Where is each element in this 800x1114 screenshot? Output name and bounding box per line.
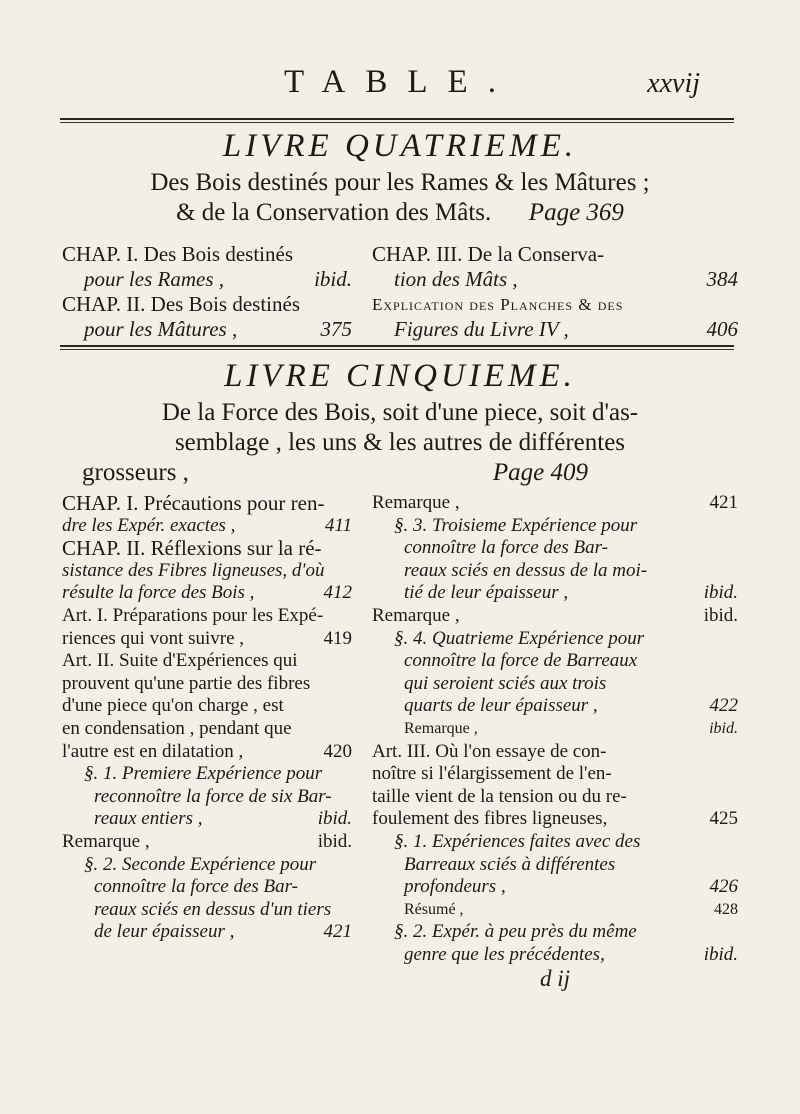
entry-page: ibid. bbox=[314, 267, 352, 291]
section-rule-thin bbox=[60, 349, 734, 350]
entry-page: 421 bbox=[323, 921, 352, 943]
entry-line: noître si l'élargissement de l'en- bbox=[372, 763, 612, 785]
entry-line: CHAP. II. Des Bois destinés bbox=[62, 292, 301, 316]
livre5-sub-line1: De la Force des Bois, soit d'une piece, soit d'as- bbox=[161, 399, 639, 426]
entry-line bbox=[62, 515, 352, 538]
livre5-title: LIVRE CINQUIEME. bbox=[224, 358, 576, 394]
entry-page: ibid. bbox=[703, 604, 738, 626]
section-entry bbox=[62, 854, 352, 944]
entry-line bbox=[372, 718, 738, 741]
entry-line: §. 2. Seconde Expérience pour bbox=[84, 853, 317, 875]
section-entry bbox=[372, 921, 738, 966]
entry-line: reconnoître la force de six Bar- bbox=[94, 785, 332, 807]
entry-line: Explication des Planches & des bbox=[372, 295, 624, 314]
entry-page: 421 bbox=[709, 492, 738, 513]
entry-line: connoître la force des Bar- bbox=[94, 876, 298, 898]
livre4-right-column bbox=[372, 242, 738, 342]
entry-page: 375 bbox=[320, 317, 352, 341]
entry-page: 422 bbox=[709, 695, 738, 717]
article-entry bbox=[372, 741, 738, 831]
livre4-entry bbox=[372, 242, 738, 292]
entry-line bbox=[372, 808, 738, 831]
entry-line bbox=[62, 831, 352, 854]
remark-entry bbox=[372, 718, 738, 741]
entry-page: 384 bbox=[706, 267, 738, 291]
entry-text: Figures du Livre IV , bbox=[394, 317, 569, 341]
article-entry bbox=[62, 605, 352, 650]
entry-line: qui seroient sciés aux trois bbox=[404, 672, 607, 694]
section-entry bbox=[62, 763, 352, 831]
article-entry bbox=[62, 650, 352, 763]
entry-text: tion des Mâts , bbox=[394, 267, 518, 291]
chapter-entry bbox=[62, 492, 352, 537]
entry-text: de leur épaisseur , bbox=[94, 921, 235, 943]
entry-line: Barreaux sciés à différentes bbox=[404, 853, 616, 875]
signature-mark: d ij bbox=[539, 966, 571, 992]
entry-line: §. 2. Expér. à peu près du même bbox=[394, 921, 637, 943]
section-rule bbox=[60, 345, 734, 347]
entry-line bbox=[372, 695, 738, 718]
summary-entry bbox=[372, 899, 738, 922]
entry-line: connoître la force des Bar- bbox=[404, 537, 608, 559]
section-entry bbox=[372, 628, 738, 718]
entry-line: CHAP. III. De la Conserva- bbox=[372, 242, 605, 266]
entry-line bbox=[372, 605, 738, 628]
entry-text: CHAP. I. Précautions pour ren- bbox=[62, 491, 325, 515]
livre4-entry bbox=[62, 292, 352, 342]
entry-text: Remarque , bbox=[372, 492, 460, 513]
entry-line bbox=[62, 492, 352, 515]
running-head bbox=[0, 64, 800, 104]
section-entry bbox=[372, 515, 738, 605]
livre5-sub-page: Page 409 bbox=[492, 459, 588, 486]
entry-line bbox=[62, 921, 352, 944]
entry-line bbox=[62, 808, 352, 831]
section-entry bbox=[372, 831, 738, 899]
livre5-sub-line3 bbox=[62, 458, 738, 488]
entry-page: 419 bbox=[323, 627, 352, 649]
livre5-right-column bbox=[372, 492, 738, 991]
entry-line bbox=[372, 317, 738, 342]
entry-text: l'autre est en dilatation , bbox=[62, 740, 244, 762]
entry-line bbox=[372, 492, 738, 515]
entry-page: ibid. bbox=[709, 719, 738, 737]
livre5-sub-line2: semblage , les uns & les autres de différentes bbox=[174, 429, 626, 456]
entry-line: Art. II. Suite d'Expériences qui bbox=[62, 650, 298, 672]
livre4-entry bbox=[62, 242, 352, 292]
entry-page: 425 bbox=[709, 808, 738, 830]
entry-line: §. 4. Quatrieme Expérience pour bbox=[394, 627, 645, 649]
entry-line: Art. III. Où l'on essaye de con- bbox=[372, 740, 607, 762]
livre5-sub-line3-text: grosseurs , bbox=[82, 459, 189, 486]
entry-text: quarts de leur épaisseur , bbox=[404, 695, 598, 717]
entry-text: résulte la force des Bois , bbox=[62, 582, 255, 604]
entry-text: pour les Mâtures , bbox=[84, 317, 238, 341]
remark-entry bbox=[62, 831, 352, 854]
livre4-entry bbox=[372, 292, 738, 342]
entry-page: ibid. bbox=[703, 582, 738, 604]
livre4-sub-line2-text: & de la Conservation des Mâts. bbox=[176, 199, 492, 226]
livre5-left-column bbox=[62, 492, 352, 944]
entry-line bbox=[62, 628, 352, 651]
entry-line bbox=[372, 899, 738, 922]
entry-text: Remarque , bbox=[404, 719, 478, 737]
livre4-sub-page: Page 369 bbox=[528, 199, 624, 226]
entry-page: ibid. bbox=[703, 943, 738, 965]
entry-page: 420 bbox=[323, 740, 352, 762]
entry-line: §. 3. Troisieme Expérience pour bbox=[394, 514, 638, 536]
remark-entry bbox=[372, 605, 738, 628]
entry-line bbox=[62, 317, 352, 342]
livre5-subtitle bbox=[62, 398, 738, 488]
livre4-sub-line2 bbox=[62, 198, 738, 228]
remark-entry bbox=[372, 492, 738, 515]
entry-line bbox=[62, 582, 352, 605]
livre4-subtitle bbox=[62, 168, 738, 228]
entry-line: §. 1. Premiere Expérience pour bbox=[84, 763, 323, 785]
entry-page: 428 bbox=[714, 900, 738, 918]
entry-page: 412 bbox=[323, 582, 352, 604]
livre4-left-column bbox=[62, 242, 352, 342]
entry-line bbox=[372, 876, 738, 899]
entry-text: foulement des fibres ligneuses, bbox=[372, 808, 608, 830]
entry-page: 411 bbox=[324, 514, 352, 536]
entry-page: 426 bbox=[709, 876, 738, 898]
head-rule bbox=[60, 118, 734, 120]
entry-line: CHAP. II. Réflexions sur la ré- bbox=[62, 536, 322, 561]
entry-line: CHAP. I. Des Bois destinés bbox=[62, 242, 294, 266]
entry-text: Remarque , bbox=[372, 604, 460, 626]
entry-line: connoître la force de Barreaux bbox=[404, 650, 638, 672]
entry-text: genre que les précédentes, bbox=[404, 943, 605, 965]
entry-text: Remarque , bbox=[62, 830, 150, 852]
entry-line: sistance des Fibres ligneuses, d'où bbox=[62, 559, 325, 581]
entry-line: taille vient de la tension ou du re- bbox=[372, 785, 627, 807]
livre4-sub-line1: Des Bois destinés pour les Rames & les Mâtures ; bbox=[150, 169, 650, 196]
running-head-title: TABLE. bbox=[284, 64, 516, 100]
entry-line: d'une piece qu'on charge , est bbox=[62, 695, 284, 717]
entry-line: prouvent qu'une partie des fibres bbox=[62, 672, 311, 694]
chapter-entry bbox=[62, 537, 352, 605]
entry-text: Résumé , bbox=[404, 900, 464, 918]
entry-text: tié de leur épaisseur , bbox=[404, 582, 569, 604]
entry-line: en condensation , pendant que bbox=[62, 717, 292, 739]
head-rule-thin bbox=[60, 122, 734, 123]
entry-line: §. 1. Expériences faites avec des bbox=[394, 830, 641, 852]
entry-text: dre les Expér. exactes , bbox=[62, 514, 236, 536]
entry-text: riences qui vont suivre , bbox=[62, 627, 245, 649]
entry-line bbox=[372, 267, 738, 292]
entry-line bbox=[62, 741, 352, 764]
entry-line bbox=[372, 944, 738, 967]
entry-text: profondeurs , bbox=[404, 876, 506, 898]
entry-line: reaux sciés en dessus d'un tiers bbox=[94, 898, 332, 920]
entry-page: ibid. bbox=[317, 808, 352, 830]
entry-line: Art. I. Préparations pour les Expé- bbox=[62, 604, 324, 626]
entry-text: reaux entiers , bbox=[94, 808, 203, 830]
entry-text: pour les Rames , bbox=[84, 267, 224, 291]
entry-line bbox=[62, 267, 352, 292]
livre4-title: LIVRE QUATRIEME. bbox=[222, 128, 578, 164]
entry-line bbox=[372, 582, 738, 605]
entry-line: reaux sciés en dessus de la moi- bbox=[404, 559, 648, 581]
entry-page: 406 bbox=[706, 317, 738, 341]
page-number: xxvij bbox=[647, 68, 700, 99]
entry-page: ibid. bbox=[317, 830, 352, 852]
